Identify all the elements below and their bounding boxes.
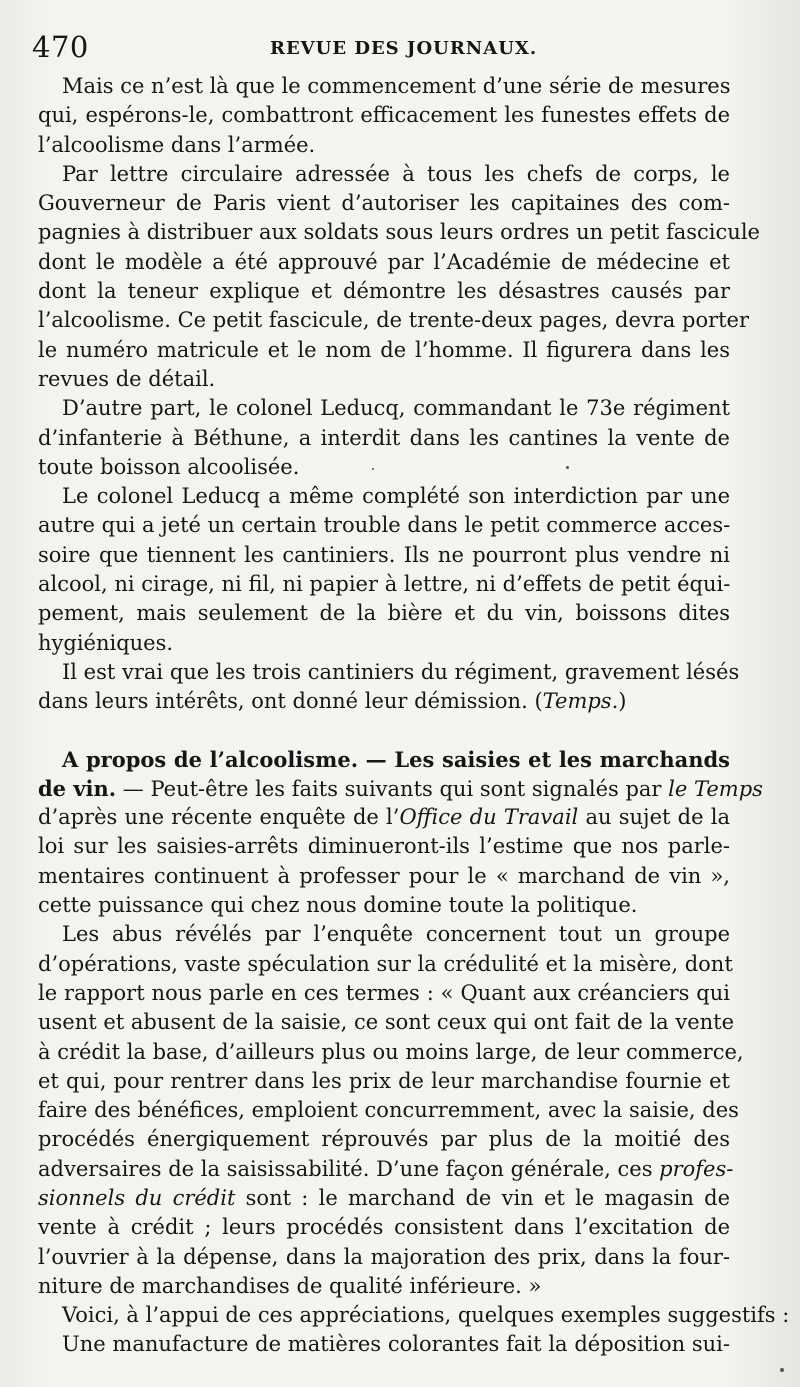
text-line: faire des bénéfices, emploient concurremment, avec la saisie, des xyxy=(38,1098,739,1123)
text-line: l’alcoolisme dans l’armée. xyxy=(38,132,316,157)
text-line xyxy=(38,774,763,803)
ink-speck xyxy=(566,466,569,469)
text-line xyxy=(38,803,730,832)
text-line: procédés énergiquement réprouvés par plus de la moitié des xyxy=(38,1127,730,1152)
text-line: Les abus révélés par l’enquête concernent tout un groupe xyxy=(62,922,730,947)
text-line xyxy=(38,1184,730,1213)
text-line: pagnies à distribuer aux soldats sous leurs ordres un petit fascicule xyxy=(38,220,760,245)
ink-speck xyxy=(372,468,374,470)
text-line: à crédit la base, d’ailleurs plus ou moins large, de leur commerce, xyxy=(38,1039,744,1064)
text-line: le rapport nous parle en ces termes : « Quant aux créanciers qui xyxy=(38,980,730,1005)
text-line: Voici, à l’appui de ces appréciations, quelques exemples suggestifs : xyxy=(62,1303,790,1328)
text-line: qui, espérons-le, combattront efficacement les funestes effets de xyxy=(38,103,730,128)
section-gap xyxy=(38,717,730,745)
text-line: loi sur les saisies-arrêts diminueront-ils l’estime que nos parle- xyxy=(38,834,730,859)
text-line: et qui, pour rentrer dans les prix de leur marchandise fournie et xyxy=(38,1068,730,1093)
text-fragment-italic: profes- xyxy=(659,1156,734,1181)
text-line: usent et abusent de la saisie, ce sont ceux qui ont fait de la vente xyxy=(38,1010,735,1035)
text-fragment: dans leurs intérêts, ont donné leur démission. xyxy=(38,689,528,714)
text-line: l’alcoolisme. Ce petit fascicule, de trente-deux pages, devra porter xyxy=(38,308,750,333)
text-line: revues de détail. xyxy=(38,366,216,391)
text-fragment-italic: le Temps xyxy=(668,776,763,801)
text-line: dont la teneur explique et démontre les désastres causés par xyxy=(38,279,730,304)
text-line: hygiéniques. xyxy=(38,630,174,655)
text-fragment-italic: Office du Travail xyxy=(399,805,579,830)
text-fragment: au sujet de la xyxy=(578,805,730,830)
text-line: mentaires continuent à professer pour le « marchand de vin », xyxy=(38,863,730,888)
text-line: Par lettre circulaire adressée à tous les chefs de corps, le xyxy=(62,161,730,186)
text-line: d’infanterie à Béthune, a interdit dans les cantines la vente de xyxy=(38,425,730,450)
ink-speck xyxy=(780,1368,784,1372)
text-line: toute boisson alcoolisée. xyxy=(38,454,300,479)
text-fragment: d’après une récente enquête de l’ xyxy=(38,805,400,830)
text-line: cette puissance qui chez nous domine toute la politique. xyxy=(38,893,638,918)
text-line: niture de marchandises de qualité inférieure. » xyxy=(38,1273,542,1298)
text-line: Il est vrai que les trois cantiniers du régiment, gravement lésés xyxy=(62,659,740,684)
source-citation: Temps. xyxy=(542,689,619,714)
text-line: dont le modèle a été approuvé par l’Académie de médecine et xyxy=(38,249,730,274)
text-line: pement, mais seulement de la bière et du vin, boissons dites xyxy=(38,601,730,626)
text-fragment: adversaires de la saisissabilité. D’une façon générale, ces xyxy=(38,1156,660,1181)
text-fragment-italic: sionnels du crédit xyxy=(38,1185,236,1210)
journal-title: REVUE DES JOURNAUX. xyxy=(270,38,538,59)
text-line: Une manufacture de matières colorantes fait la déposition sui- xyxy=(62,1332,730,1357)
text-line: Le colonel Leducq a même complété son interdiction par une xyxy=(62,484,730,509)
text-line: Mais ce n’est là que le commencement d’une série de mesures xyxy=(62,74,731,98)
text-line: dans leurs intérêts, ont donné leur démission. (Temps.) xyxy=(38,689,627,714)
text-fragment: sont : le marchand de vin et le magasin de xyxy=(235,1185,730,1210)
running-head xyxy=(32,30,732,66)
text-line: soire que tiennent les cantiniers. Ils ne pourront plus vendre ni xyxy=(38,542,730,567)
text-line: autre qui a jeté un certain trouble dans le petit commerce acces- xyxy=(38,513,731,538)
text-line: Gouverneur de Paris vient d’autoriser les capitaines des com- xyxy=(38,191,730,216)
text-line: le numéro matricule et le nom de l’homme. Il figurera dans les xyxy=(38,337,730,362)
text-line: d’opérations, vaste spéculation sur la crédulité et la misère, dont xyxy=(38,951,733,976)
body-text xyxy=(38,72,790,1360)
text-line: l’ouvrier à la dépense, dans la majoration des prix, dans la four- xyxy=(38,1244,730,1269)
text-line: D’autre part, le colonel Leducq, commandant le 73e régiment xyxy=(62,396,730,421)
text-fragment: — Peut-être les faits suivants qui sont signalés par xyxy=(116,776,669,801)
text-line xyxy=(38,1155,734,1184)
section-heading-end: de vin. xyxy=(38,775,117,801)
text-line: alcool, ni cirage, ni fil, ni papier à lettre, ni d’effets de petit équi- xyxy=(38,572,731,597)
section-heading: A propos de l’alcoolisme. — Les saisies et les marchands xyxy=(62,746,730,772)
text-line: vente à crédit ; leurs procédés consistent dans l’excitation de xyxy=(38,1215,730,1240)
page-number: 470 xyxy=(32,30,89,64)
